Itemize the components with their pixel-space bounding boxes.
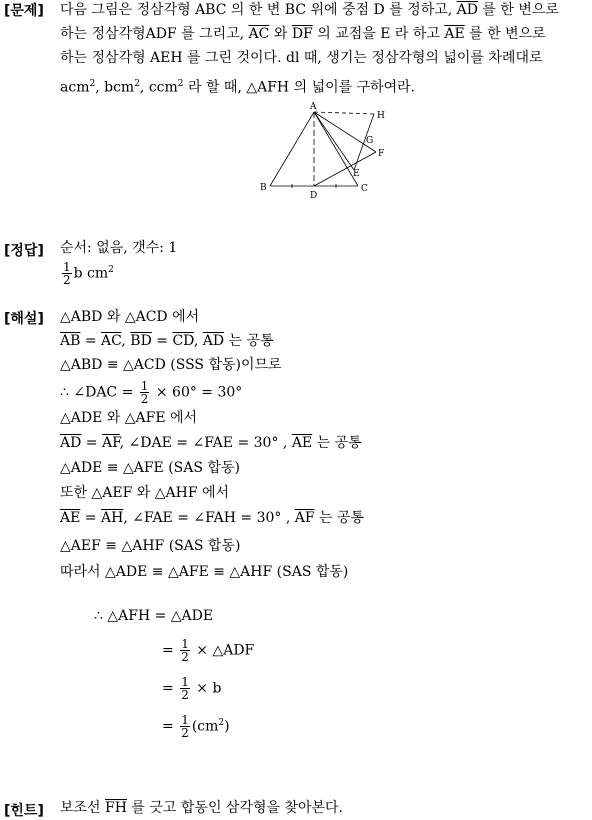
problem-line-3: 하는 정삼각형 AEH 를 그린 것이다. dl 때, 생기는 정삼각형의 넓이를 차례대로 [60, 50, 543, 66]
problem-line-1: 다음 그림은 정삼각형 ABC 의 한 변 BC 위에 중점 D 를 정하고, $\overline{AD}$ 를 한 변으로 [60, 2, 559, 18]
point-label-h: H [377, 111, 385, 121]
solution-label: [해설] [4, 311, 44, 327]
point-label-e: E [353, 169, 360, 179]
point-label-a: A [310, 102, 317, 112]
solution-line-2: $\overline{AB} = \overline{AC}$, $\overline{BD} = \overline{CD}$, $\overline{AD}$ 는 공통 [60, 333, 274, 349]
point-label-g: G [366, 136, 374, 146]
answer-label: [정답] [4, 243, 44, 259]
solution-line-7: △ADE ≡ △AFE (SAS 합동) [60, 460, 240, 476]
solution-line-8: 또한 △AEF 와 △AHF 에서 [60, 485, 230, 501]
equation-line-3: = $\frac{1}{2}$ × b [162, 675, 222, 702]
point-label-b: B [260, 183, 267, 193]
solution-line-3: △ABD ≡ △ACD (SSS 합동)이므로 [60, 357, 282, 373]
solution-line-9: $\overline{AE} = \overline{AH}$, ∠FAE = ∠FAH = 30° , $\overline{AF}$ 는 공통 [60, 510, 365, 526]
answer-line-1: 순서: 없음, 갯수: 1 [60, 240, 178, 256]
point-label-c: C [361, 184, 368, 194]
solution-line-4: ∴ ∠DAC = $\frac{1}{2}$ × 60° = 30° [60, 379, 243, 406]
answer-fraction: $\frac{1}{2}$ [63, 260, 71, 288]
solution-line-10: △AEF ≡ △AHF (SAS 합동) [60, 538, 241, 554]
answer-value: $\frac{1}{2}$ b $cm^2$ [63, 260, 114, 288]
solution-line-6: $\overline{AD} = \overline{AF}$, ∠DAE = ∠FAE = 30° , $\overline{AE}$ 는 공통 [60, 435, 362, 451]
equation-line-1: ∴ △AFH = △ADE [94, 608, 214, 624]
hint-line: 보조선 $\overline{FH}$ 를 긋고 합동인 삼각형을 찾아본다. [60, 800, 344, 816]
point-label-f: F [378, 149, 385, 159]
equation-line-2: = $\frac{1}{2}$ × △ADF [162, 637, 255, 664]
problem-line-4: acm$^2$, bcm$^2$, ccm$^2$ 라 할 때, △AFH 의 넓이를 구하여라. [60, 79, 416, 96]
solution-line-11: 따라서 △ADE ≡ △AFE ≡ △AHF (SAS 합동) [60, 564, 349, 580]
solution-line-5: △ADE 와 △AFE 에서 [60, 410, 198, 426]
geometry-figure [256, 100, 386, 200]
problem-label: [문제] [4, 3, 44, 19]
point-label-d: D [310, 191, 318, 200]
problem-line-2: 하는 정삼각형ADF 를 그리고, $\overline{AC}$ 와 $\overline{DF}$ 의 교점을 E 라 하고 $\overline{AE}$ 를 한 변으로 [60, 26, 546, 42]
equation-line-4: = $\frac{1}{2}$ $(cm^2)$ [162, 713, 230, 741]
hint-label: [힌트] [4, 803, 44, 819]
solution-line-1: △ABD 와 △ACD 에서 [60, 309, 200, 325]
